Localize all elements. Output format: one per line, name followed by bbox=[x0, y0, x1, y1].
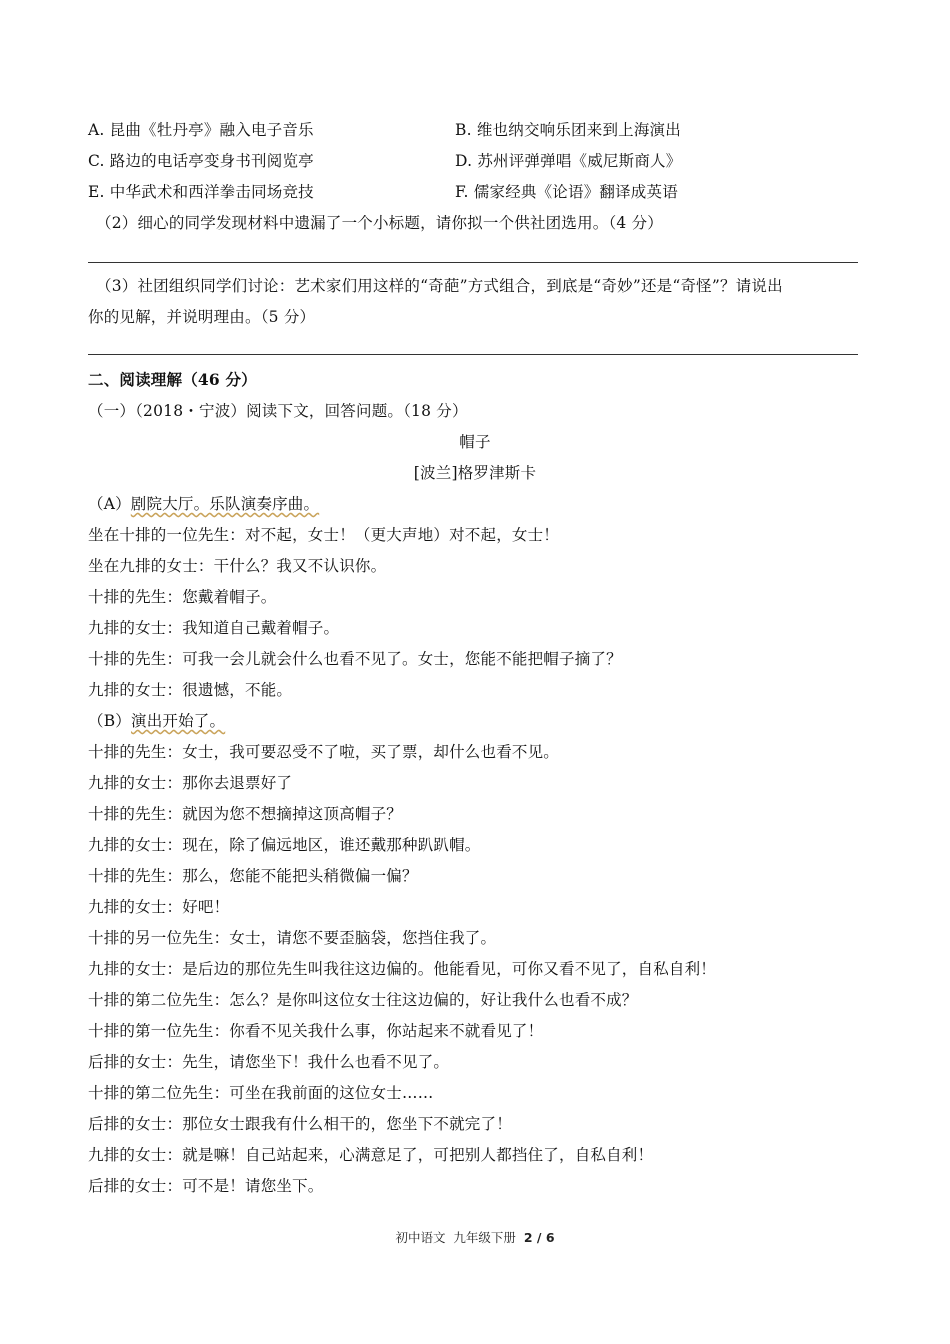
dialogue-line: 九排的女士：好吧！ bbox=[88, 898, 230, 916]
dialogue-line: 九排的女士：是后边的那位先生叫我往这边偏的。他能看见，可你又看不见了，自私自利！ bbox=[88, 960, 717, 978]
dialogue-line: 坐在九排的女士：干什么？我又不认识你。 bbox=[88, 557, 387, 575]
dialogue-line: 九排的女士：那你去退票好了 bbox=[88, 774, 293, 792]
option-e: E. 中华武术和西洋拳击同场竞技 bbox=[88, 183, 314, 201]
dialogue-line: 后排的女士：先生，请您坐下！我什么也看不见了。 bbox=[88, 1053, 450, 1071]
scene-b-text: 演出开始了。 bbox=[131, 712, 226, 730]
dialogue-line: 九排的女士：很遗憾，不能。 bbox=[88, 681, 293, 699]
dialogue-line: 十排的第二位先生：怎么？是你叫这位女士往这边偏的，好让我什么也看不成？ bbox=[88, 991, 638, 1009]
dialogue-line: 十排的先生：可我一会儿就会什么也看不见了。女士，您能不能把帽子摘了？ bbox=[88, 650, 622, 668]
dialogue-line: 九排的女士：我知道自己戴着帽子。 bbox=[88, 619, 340, 637]
story-author: [波兰]格罗津斯卡 bbox=[413, 464, 537, 482]
dialogue-line: 后排的女士：那位女士跟我有什么相干的，您坐下不就完了！ bbox=[88, 1115, 512, 1133]
page-footer bbox=[0, 1228, 950, 1246]
dialogue-line: 坐在十排的一位先生：对不起，女士！（更大声地）对不起，女士！ bbox=[88, 526, 560, 544]
scene-b-marker: （B） bbox=[88, 712, 131, 730]
dialogue-line: 后排的女士：可不是！请您坐下。 bbox=[88, 1177, 324, 1195]
dialogue-line: 九排的女士：现在，除了偏远地区，谁还戴那种趴趴帽。 bbox=[88, 836, 481, 854]
scene-b-heading bbox=[88, 711, 225, 731]
option-d: D. 苏州评弹弹唱《威尼斯商人》 bbox=[455, 152, 682, 170]
option-c: C. 路边的电话亭变身书刊阅览亭 bbox=[88, 152, 314, 170]
dialogue-line: 十排的先生：您戴着帽子。 bbox=[88, 588, 277, 606]
section-title: 二、阅读理解（46 分） bbox=[88, 370, 257, 389]
footer-label: 初中语文 九年级下册 bbox=[395, 1230, 524, 1245]
reading-intro: （一）（2018・宁波）阅读下文，回答问题。（18 分） bbox=[88, 402, 468, 420]
dialogue-line: 十排的第二位先生：可坐在我前面的这位女士…… bbox=[88, 1084, 434, 1102]
scene-a-text: 剧院大厅。乐队演奏序曲。 bbox=[130, 495, 320, 513]
answer-line-q2 bbox=[88, 262, 858, 263]
answer-line-q3 bbox=[88, 354, 858, 355]
option-b: B. 维也纳交响乐团来到上海演出 bbox=[455, 121, 681, 139]
scene-a-marker: （A） bbox=[88, 495, 131, 513]
question-2: （2）细心的同学发现材料中遗漏了一个小标题，请你拟一个供社团选用。（4 分） bbox=[96, 214, 664, 232]
option-a: A. 昆曲《牡丹亭》融入电子音乐 bbox=[88, 121, 314, 139]
scene-a-heading bbox=[88, 494, 319, 514]
dialogue-line: 十排的先生：女士，我可要忍受不了啦，买了票，却什么也看不见。 bbox=[88, 743, 560, 761]
dialogue-line: 十排的第一位先生：你看不见关我什么事，你站起来不就看见了！ bbox=[88, 1022, 544, 1040]
dialogue-line: 十排的先生：那么，您能不能把头稍微偏一偏？ bbox=[88, 867, 418, 885]
question-3-line2: 你的见解，并说明理由。（5 分） bbox=[88, 308, 316, 326]
option-f: F. 儒家经典《论语》翻译成英语 bbox=[455, 183, 678, 201]
question-3-line1: （3）社团组织同学们讨论：艺术家们用这样的“奇葩”方式组合，到底是“奇妙”还是“奇怪”？请说出 bbox=[96, 277, 783, 295]
dialogue-line: 十排的先生：就因为您不想摘掉这顶高帽子？ bbox=[88, 805, 403, 823]
story-title: 帽子 bbox=[459, 433, 491, 451]
page-number: 2 / 6 bbox=[523, 1230, 555, 1245]
dialogue-line: 十排的另一位先生：女士，请您不要歪脑袋，您挡住我了。 bbox=[88, 929, 497, 947]
dialogue-line: 九排的女士：就是嘛！自己站起来，心满意足了，可把别人都挡住了，自私自利！ bbox=[88, 1146, 654, 1164]
